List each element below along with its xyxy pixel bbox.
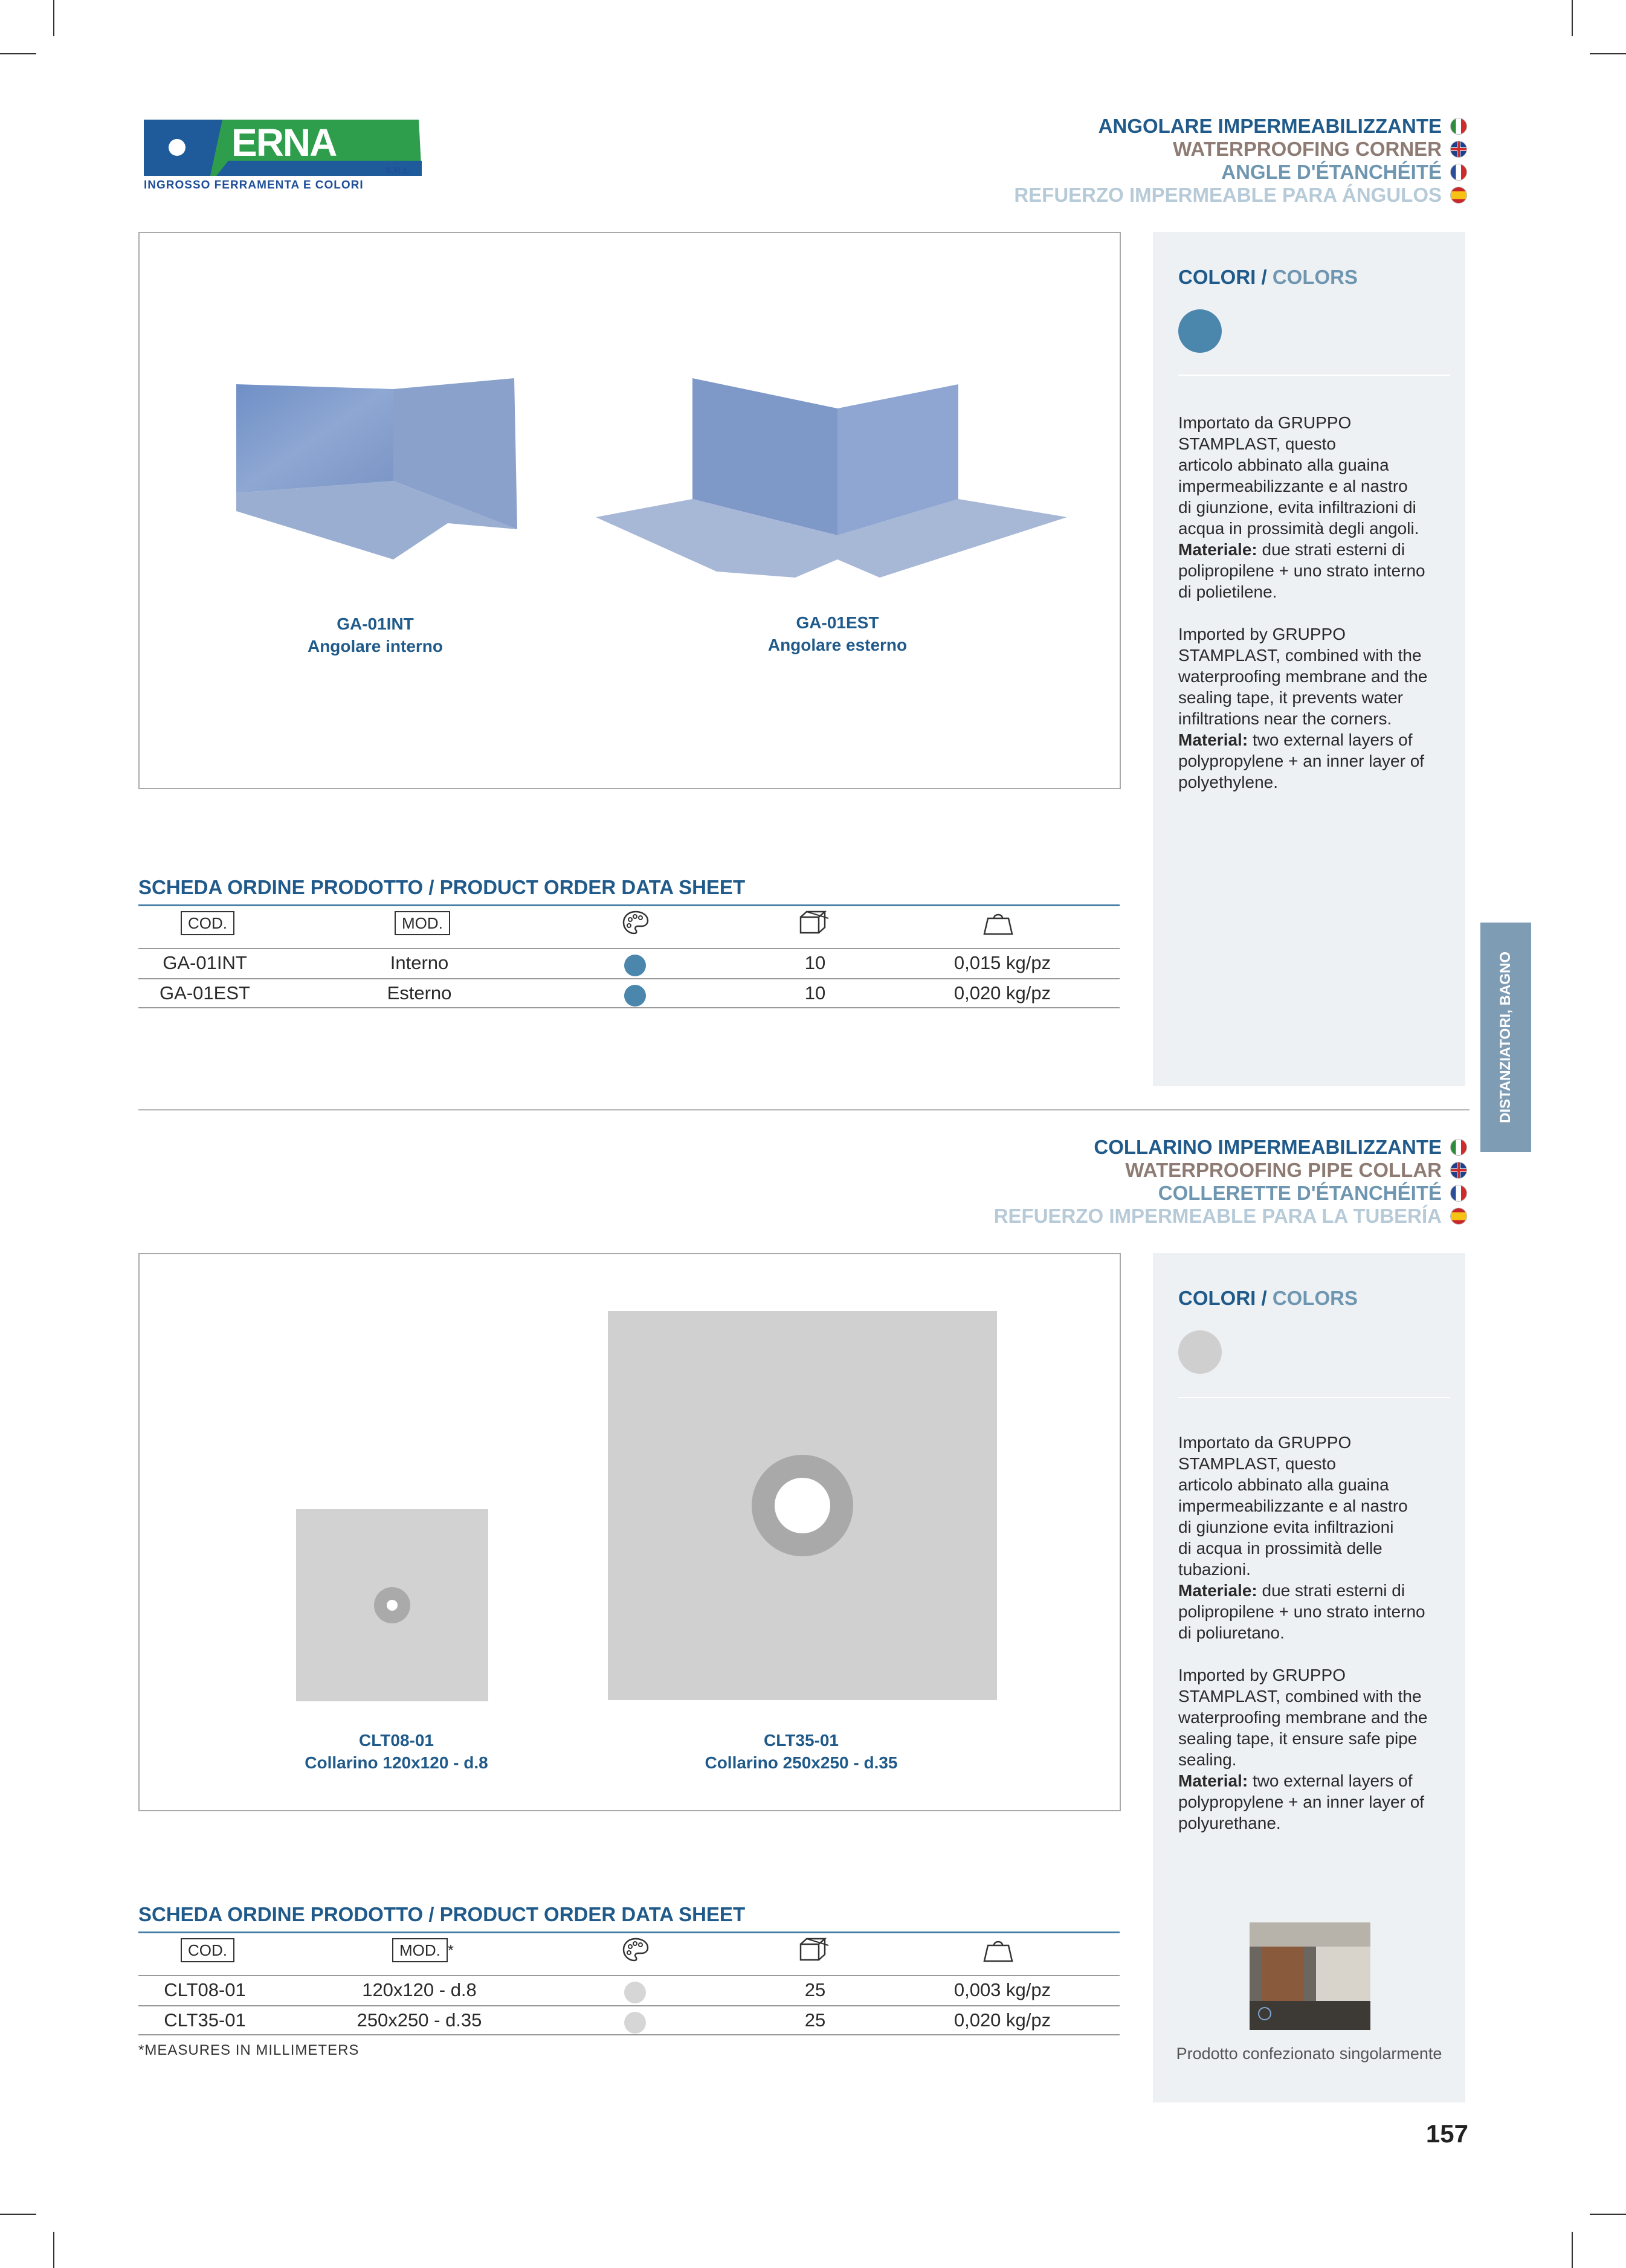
title-fr: COLLERETTE D'ÉTANCHÉITÉ bbox=[1158, 1182, 1442, 1204]
table-row bbox=[138, 979, 1120, 1008]
cell-qty: 25 bbox=[804, 1979, 826, 2000]
desc-line: articolo abbinato alla guaina bbox=[1178, 456, 1389, 474]
svg-text:ERNA: ERNA bbox=[231, 121, 337, 164]
cell-weight: 0,003 kg/pz bbox=[953, 1979, 1051, 2000]
material-text: two external layers of bbox=[1248, 730, 1413, 749]
row-color-dot bbox=[624, 1982, 646, 2003]
crop-mark bbox=[0, 53, 36, 54]
france-flag-icon bbox=[1450, 164, 1467, 181]
sheet-rule bbox=[138, 1931, 1120, 1933]
desc-line: STAMPLAST, combined with the bbox=[1178, 1687, 1422, 1706]
uk-flag-icon bbox=[1450, 141, 1467, 158]
desc-line: Imported by GRUPPO bbox=[1178, 1666, 1346, 1684]
collar-hole bbox=[775, 1478, 830, 1533]
order-sheet-title: SCHEDA ORDINE PRODOTTO / PRODUCT ORDER DATA SHEET bbox=[138, 1903, 746, 1925]
cell-cod: GA-01INT bbox=[163, 952, 247, 973]
collar-large-image bbox=[608, 1311, 997, 1700]
table-header bbox=[138, 910, 1120, 934]
desc-line: STAMPLAST, combined with the bbox=[1178, 646, 1422, 665]
inner-corner-image bbox=[212, 372, 550, 572]
desc-line: waterproofing membrane and the bbox=[1178, 667, 1428, 686]
colors-heading bbox=[1178, 1287, 1358, 1310]
desc-line: STAMPLAST, questo bbox=[1178, 434, 1336, 453]
title-es: REFUERZO IMPERMEABLE PARA ÁNGULOS bbox=[1014, 184, 1442, 206]
packaging-note: Prodotto confezionato singolarmente bbox=[1176, 2044, 1442, 2063]
product-caption-clt08 bbox=[266, 1729, 526, 1774]
desc-line: tubazioni. bbox=[1178, 1560, 1251, 1579]
desc-line: sealing tape, it ensure safe pipe bbox=[1178, 1729, 1418, 1748]
material-line bbox=[1178, 1770, 1456, 1791]
order-sheet-title: SCHEDA ORDINE PRODOTTO / PRODUCT ORDER DATA SHEET bbox=[138, 876, 746, 898]
product-name: Angolare esterno bbox=[767, 636, 908, 654]
colors-label-it: COLORI bbox=[1178, 1287, 1256, 1309]
section2-titles bbox=[994, 1136, 1467, 1228]
desc-line: di giunzione evita infiltrazioni bbox=[1178, 1518, 1394, 1536]
row-color-dot bbox=[624, 2012, 646, 2034]
desc-line: sealing. bbox=[1178, 1750, 1237, 1769]
logo-suffix: S.R.L. bbox=[386, 166, 411, 176]
material-line bbox=[1178, 729, 1456, 750]
row-color-dot bbox=[624, 985, 646, 1007]
divider bbox=[1178, 375, 1450, 376]
mod-header: MOD. bbox=[395, 911, 450, 935]
desc-line: di giunzione, evita infiltrazioni di bbox=[1178, 498, 1416, 517]
color-swatch-blue bbox=[1178, 309, 1222, 353]
cell-weight: 0,015 kg/pz bbox=[953, 952, 1051, 973]
material-line bbox=[1178, 539, 1456, 560]
cod-header: COD. bbox=[181, 1938, 234, 1962]
product-code: CLT35-01 bbox=[764, 1731, 839, 1750]
weight-icon bbox=[982, 910, 1015, 935]
desc-line: STAMPLAST, questo bbox=[1178, 1454, 1336, 1473]
weight-icon bbox=[982, 1937, 1015, 1962]
cell-weight: 0,020 kg/pz bbox=[953, 982, 1051, 1004]
desc-line: di acqua in prossimità delle bbox=[1178, 1539, 1382, 1558]
spain-flag-icon bbox=[1450, 187, 1467, 204]
product-image-box bbox=[138, 1253, 1121, 1811]
company-logo bbox=[144, 118, 422, 197]
material-label: Materiale: bbox=[1178, 540, 1257, 559]
france-flag-icon bbox=[1450, 1185, 1467, 1202]
product-name: Collarino 250x250 - d.35 bbox=[705, 1753, 898, 1772]
desc-line: impermeabilizzante e al nastro bbox=[1178, 477, 1408, 495]
desc-line: Imported by GRUPPO bbox=[1178, 625, 1346, 643]
product-caption-clt35 bbox=[671, 1729, 931, 1774]
outer-corner-image bbox=[596, 378, 1079, 584]
material-text: due strati esterni di bbox=[1257, 540, 1405, 559]
material-line bbox=[1178, 1580, 1456, 1601]
desc-line: di polietilene. bbox=[1178, 582, 1277, 601]
colors-heading bbox=[1178, 266, 1358, 289]
section-divider bbox=[138, 1109, 1470, 1110]
title-es: REFUERZO IMPERMEABLE PARA LA TUBERÍA bbox=[993, 1205, 1442, 1227]
cell-mod: 250x250 - d.35 bbox=[356, 2009, 482, 2031]
desc-line: polipropilene + uno strato interno bbox=[1178, 561, 1425, 580]
desc-line: infiltrations near the corners. bbox=[1178, 709, 1392, 728]
cell-cod: CLT35-01 bbox=[164, 2009, 246, 2031]
title-fr: ANGLE D'ÉTANCHÉITÉ bbox=[1221, 161, 1442, 183]
table-header bbox=[138, 1937, 1120, 1961]
desc-line: polypropylene + an inner layer of bbox=[1178, 1793, 1425, 1811]
desc-line: polipropilene + uno strato interno bbox=[1178, 1602, 1425, 1621]
table-line bbox=[138, 1007, 1120, 1008]
table-row bbox=[138, 949, 1120, 978]
title-en: WATERPROOFING PIPE COLLAR bbox=[1125, 1159, 1442, 1181]
cell-qty: 10 bbox=[804, 982, 826, 1004]
italy-flag-icon bbox=[1450, 118, 1467, 135]
logo-tagline: INGROSSO FERRAMENTA E COLORI bbox=[144, 179, 364, 192]
table-row bbox=[138, 2006, 1120, 2035]
divider bbox=[1178, 1397, 1450, 1398]
colors-sep: / bbox=[1256, 1287, 1273, 1309]
crop-mark bbox=[53, 0, 54, 36]
crop-mark bbox=[1590, 2214, 1626, 2215]
uk-flag-icon bbox=[1450, 1162, 1467, 1179]
info-panel bbox=[1153, 232, 1465, 1086]
package-box-icon bbox=[798, 910, 831, 935]
product-image-box bbox=[138, 232, 1121, 789]
colors-label-en: COLORS bbox=[1272, 266, 1358, 288]
table-line bbox=[138, 2034, 1120, 2035]
collar-hole bbox=[387, 1600, 398, 1611]
product-code: GA-01EST bbox=[796, 613, 879, 632]
mod-header: MOD. bbox=[392, 1938, 448, 1962]
material-label: Material: bbox=[1178, 730, 1248, 749]
desc-line: sealing tape, it prevents water bbox=[1178, 688, 1403, 707]
table-row bbox=[138, 1976, 1120, 2005]
spain-flag-icon bbox=[1450, 1208, 1467, 1225]
collar-small-image bbox=[296, 1509, 488, 1701]
title-en: WATERPROOFING CORNER bbox=[1173, 138, 1442, 160]
page-number: 157 bbox=[1425, 2119, 1468, 2148]
description bbox=[1178, 412, 1456, 793]
cell-mod: Interno bbox=[390, 952, 449, 973]
cell-weight: 0,020 kg/pz bbox=[953, 2009, 1051, 2031]
section1-titles bbox=[1014, 115, 1467, 207]
product-name: Collarino 120x120 - d.8 bbox=[305, 1753, 488, 1772]
product-caption-int bbox=[279, 613, 472, 657]
package-box-icon bbox=[798, 1937, 831, 1962]
material-text: two external layers of bbox=[1248, 1771, 1413, 1790]
desc-line: polypropylene + an inner layer of bbox=[1178, 752, 1425, 770]
product-code: GA-01INT bbox=[337, 614, 414, 633]
category-tab bbox=[1480, 923, 1531, 1152]
desc-line: polyethylene. bbox=[1178, 773, 1279, 791]
cell-cod: GA-01EST bbox=[160, 982, 250, 1004]
desc-line: acqua in prossimità degli angoli. bbox=[1178, 519, 1419, 538]
cell-mod: 120x120 - d.8 bbox=[362, 1979, 477, 2000]
palette-icon bbox=[622, 910, 650, 935]
logo-graphic bbox=[144, 118, 422, 179]
crop-mark bbox=[1572, 0, 1573, 36]
cod-header: COD. bbox=[181, 911, 234, 935]
product-name: Angolare interno bbox=[307, 637, 443, 656]
desc-line: di poliuretano. bbox=[1178, 1623, 1285, 1642]
cell-cod: CLT08-01 bbox=[164, 1979, 246, 2000]
desc-line: Importato da GRUPPO bbox=[1178, 413, 1352, 432]
description bbox=[1178, 1432, 1456, 1834]
material-label: Materiale: bbox=[1178, 1581, 1257, 1600]
product-code: CLT08-01 bbox=[359, 1731, 434, 1750]
desc-line: Importato da GRUPPO bbox=[1178, 1433, 1352, 1452]
palette-icon bbox=[622, 1937, 650, 1962]
crop-mark bbox=[0, 2214, 36, 2215]
crop-mark bbox=[1572, 2232, 1573, 2268]
color-swatch-grey bbox=[1178, 1330, 1222, 1374]
cell-qty: 10 bbox=[804, 952, 826, 973]
mod-note-marker: * bbox=[447, 1941, 454, 1959]
sheet-rule bbox=[138, 904, 1120, 906]
product-caption-est bbox=[738, 611, 937, 656]
category-tab-label: DISTANZIATORI, BAGNO bbox=[1497, 952, 1514, 1123]
crop-mark bbox=[1590, 53, 1626, 54]
packaging-thumbnail bbox=[1250, 1922, 1370, 2030]
desc-line: articolo abbinato alla guaina bbox=[1178, 1475, 1389, 1494]
desc-line: impermeabilizzante e al nastro bbox=[1178, 1496, 1408, 1515]
desc-line: polyurethane. bbox=[1178, 1814, 1281, 1832]
colors-sep: / bbox=[1256, 266, 1273, 288]
cell-qty: 25 bbox=[804, 2009, 826, 2031]
crop-mark bbox=[53, 2232, 54, 2268]
row-color-dot bbox=[624, 955, 646, 976]
title-it: ANGOLARE IMPERMEABILIZZANTE bbox=[1098, 115, 1442, 137]
material-text: due strati esterni di bbox=[1257, 1581, 1405, 1600]
material-label: Material: bbox=[1178, 1771, 1248, 1790]
info-panel bbox=[1153, 1253, 1465, 2102]
colors-label-en: COLORS bbox=[1272, 1287, 1358, 1309]
title-it: COLLARINO IMPERMEABILIZZANTE bbox=[1094, 1136, 1442, 1158]
measures-footnote: *MEASURES IN MILLIMETERS bbox=[138, 2042, 360, 2058]
colors-label-it: COLORI bbox=[1178, 266, 1256, 288]
cell-mod: Esterno bbox=[387, 982, 452, 1004]
desc-line: waterproofing membrane and the bbox=[1178, 1708, 1428, 1727]
italy-flag-icon bbox=[1450, 1139, 1467, 1156]
